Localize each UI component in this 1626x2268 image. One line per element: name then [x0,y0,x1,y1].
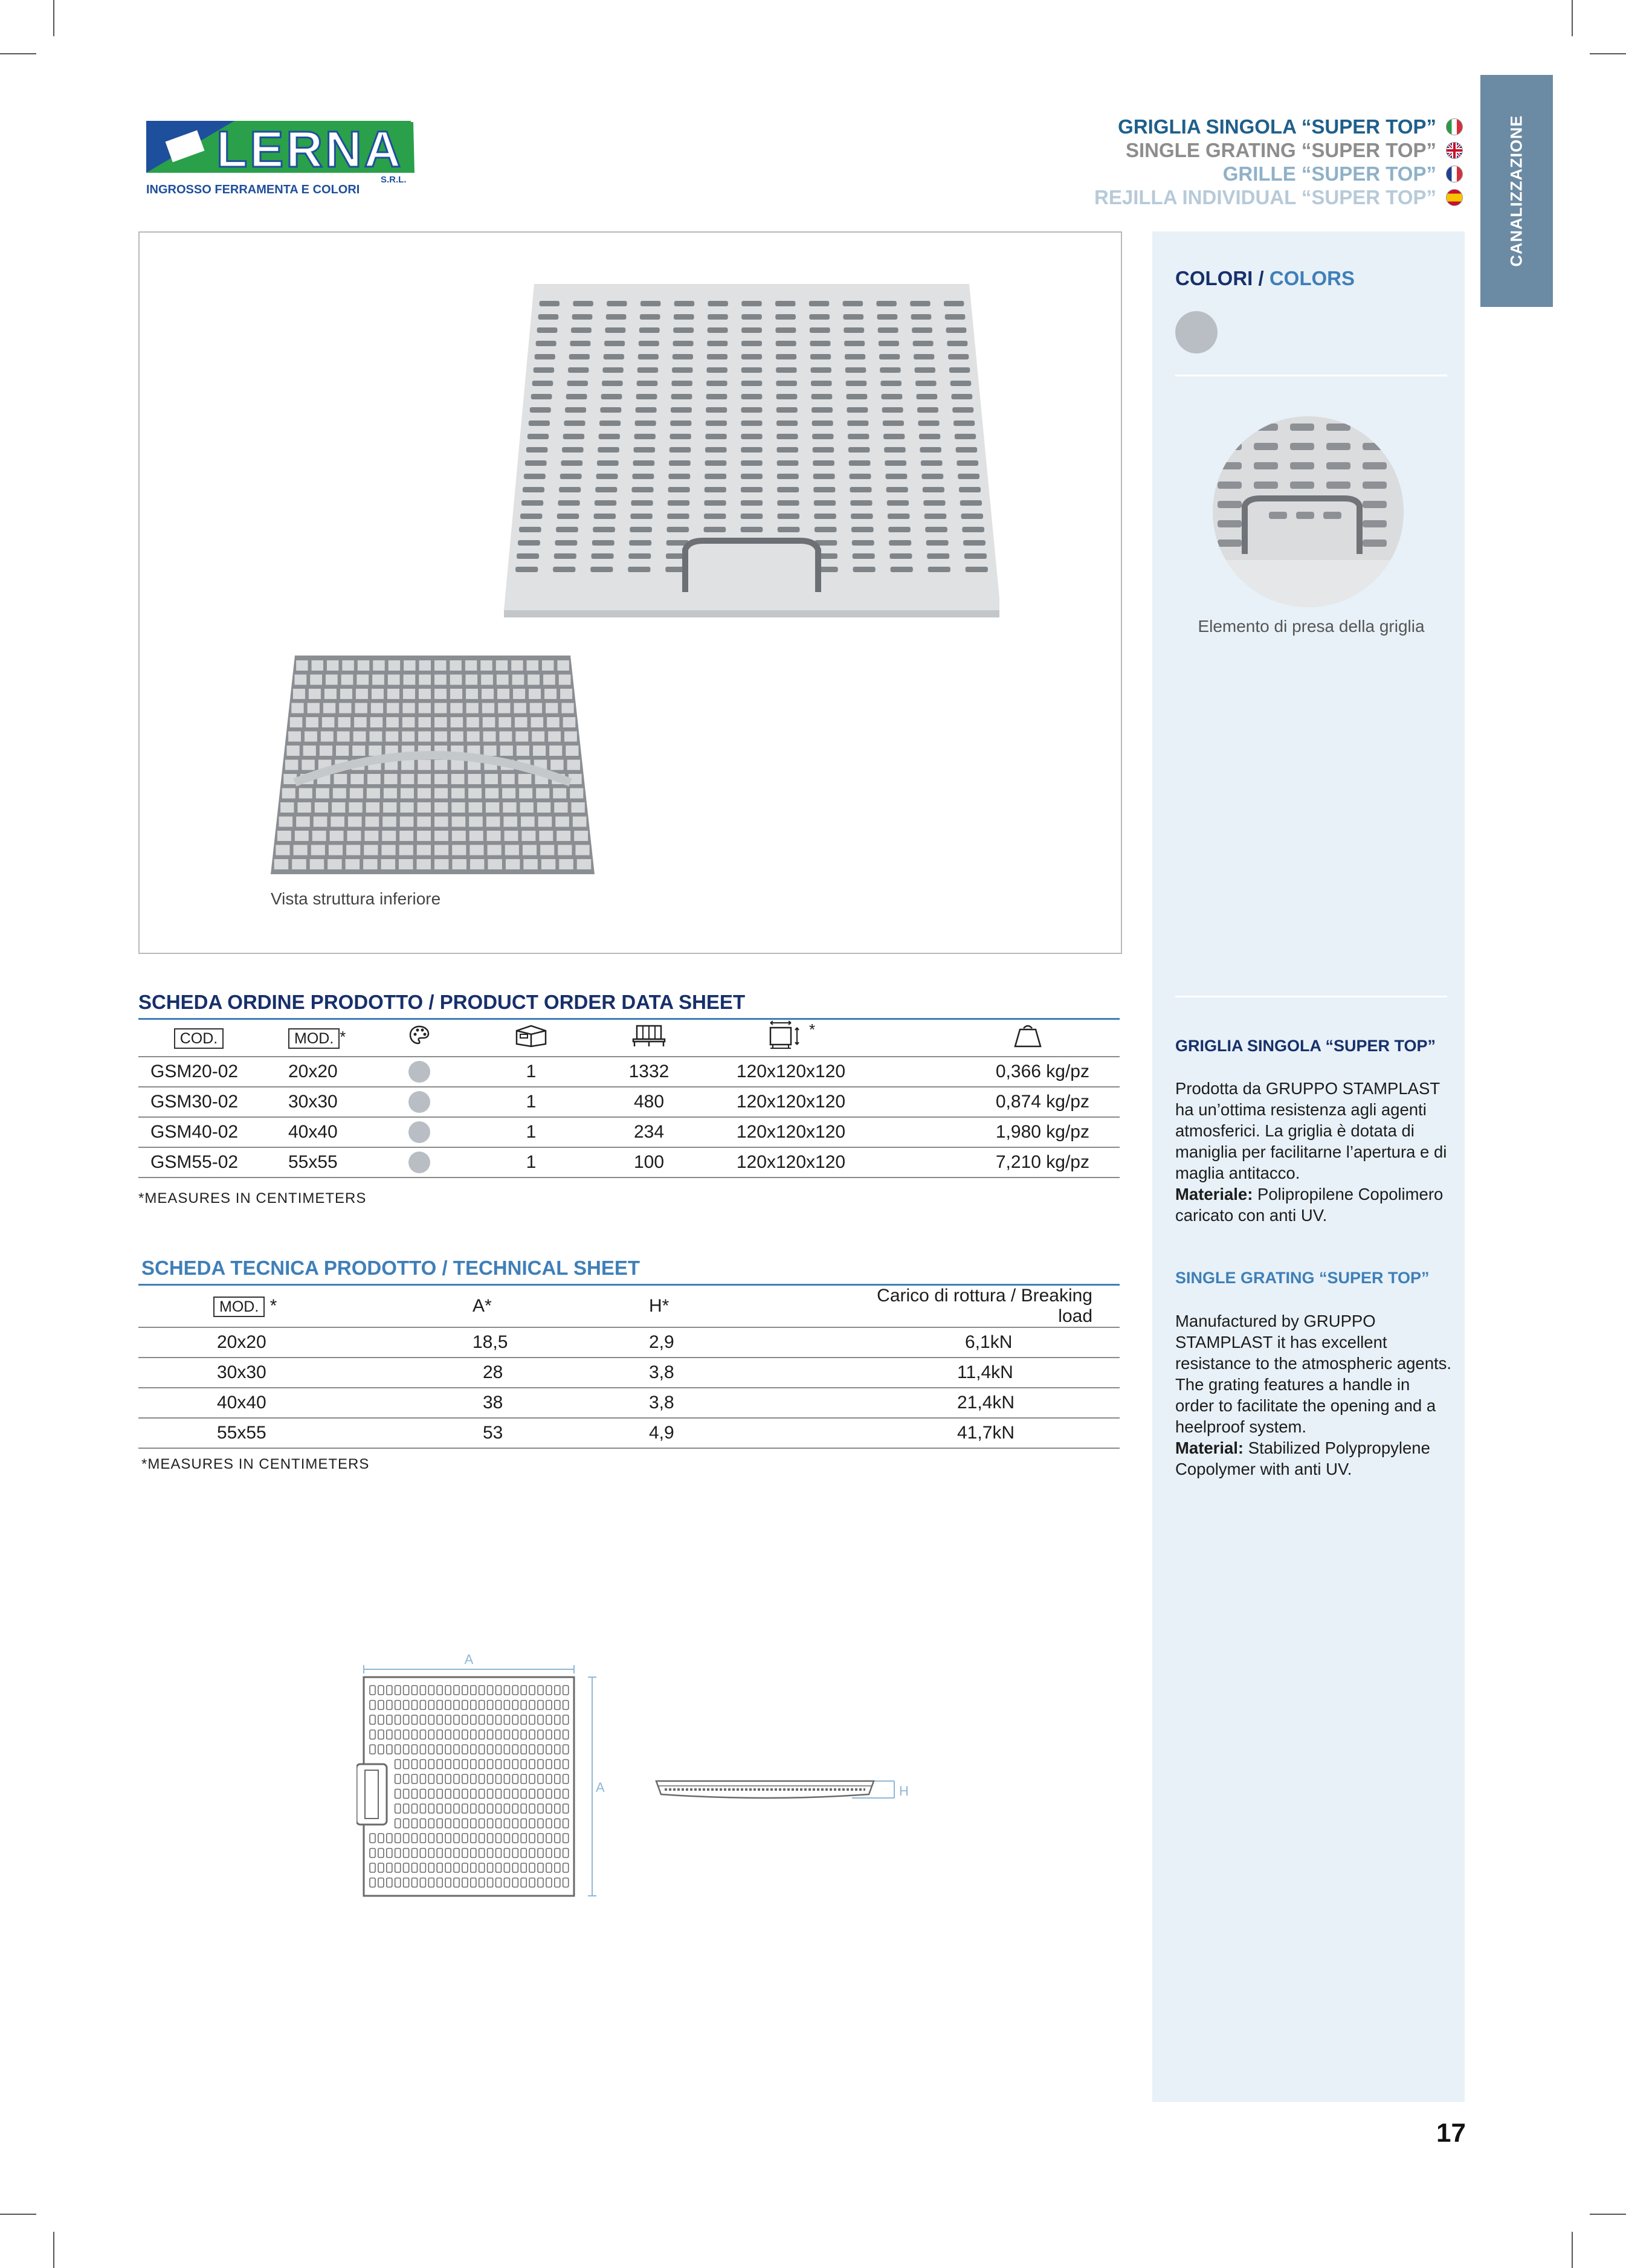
description-text-en: Manufactured by GRUPPO STAMPLAST it has excellent resistance to the atmospheric agents. The grating features a handle in order to facilitate the opening and a heelproof system. Material: Stabilized Polypropylene Copolymer with anti UV. [1175,1312,1452,1478]
table-row: GSM55-02 55x55 1 100 120x120x120 7,210 kg/pz [138,1147,1120,1177]
technical-drawing [356,1649,918,1903]
pallet-icon [632,1032,666,1052]
palette-icon [408,1031,430,1051]
weight-icon [1013,1033,1043,1053]
title-fr: GRILLE “SUPER TOP” [1094,162,1463,185]
crop-mark [53,0,54,36]
title-es: REJILLA INDIVIDUAL “SUPER TOP” [1094,185,1463,209]
color-dot [408,1121,430,1143]
it-flag-icon [1446,118,1463,135]
table-row: GSM20-02 20x20 1 1332 120x120x120 0,366 kg/pz [138,1057,1120,1087]
fr-flag-icon [1446,166,1463,182]
es-flag-icon [1446,189,1463,206]
color-dot [408,1091,430,1113]
logo-tagline: INGROSSO FERRAMENTA E COLORI [146,183,360,196]
color-dot [408,1152,430,1173]
crop-mark [1572,0,1573,36]
technical-table [138,1286,1120,1449]
box-icon [514,1032,548,1052]
mod-label: MOD. [213,1297,265,1317]
crop-mark [0,2214,36,2215]
crop-mark [53,2232,54,2268]
uk-flag-icon [1446,142,1463,159]
grip-caption: Elemento di presa della griglia [1198,617,1425,636]
description-title-it: GRIGLIA SINGOLA “SUPER TOP” [1175,1037,1436,1055]
dimensions-icon [767,1035,809,1055]
colors-title: COLORI / COLORS [1175,267,1355,289]
table-row: 40x40 38 3,8 21,4kN [138,1388,1120,1418]
crop-mark [1572,2232,1573,2268]
table-row: 30x30 28 3,8 11,4kN [138,1358,1120,1388]
description-text-it: Prodotta da GRUPPO STAMPLAST ha un’ottima resistenza agli agenti atmosferici. La griglia è dotata di maniglia per facilitarne l’apertura e di maglia antitacco. Materiale: Polipropilene Copolimero caricato con anti UV. [1175,1079,1447,1225]
table-row: GSM40-02 40x40 1 234 120x120x120 1,980 kg/pz [138,1117,1120,1147]
order-table-header: COD. MOD. * * [138,1020,1120,1057]
svg-text:LERNA: LERNA [216,121,404,178]
divider [1175,375,1447,376]
title-en: SINGLE GRATING “SUPER TOP” [1094,138,1463,162]
underside-caption: Vista struttura inferiore [271,889,441,908]
dim-a-top: A [464,1652,474,1667]
order-sheet-title: SCHEDA ORDINE PRODOTTO / PRODUCT ORDER DATA SHEET [138,991,746,1013]
color-dot [408,1061,430,1083]
technical-sheet-title: SCHEDA TECNICA PRODOTTO / TECHNICAL SHEET [141,1257,640,1279]
crop-mark [1590,2214,1626,2215]
cod-label: COD. [174,1028,224,1049]
page-number: 17 [1436,2118,1466,2148]
order-sheet-note: *MEASURES IN CENTIMETERS [138,1190,367,1206]
mod-label: MOD. [288,1028,340,1049]
product-titles [1094,115,1463,209]
color-swatch-grey [1175,311,1218,353]
title-it: GRIGLIA SINGOLA “SUPER TOP” [1094,115,1463,138]
crop-mark [0,53,36,54]
divider [1175,996,1447,997]
section-tab: CANALIZZAZIONE [1480,75,1553,307]
technical-table-header: MOD. * A* H* Carico di rottura / Breaking load [138,1286,1120,1327]
grating-top-image [504,284,999,617]
grating-underside-image [271,656,595,879]
table-row: 55x55 53 4,9 41,7kN [138,1418,1120,1448]
dim-a-side: A [596,1780,605,1795]
crop-mark [1590,53,1626,54]
table-row: GSM30-02 30x30 1 480 120x120x120 0,874 kg/pz [138,1087,1120,1117]
table-row: 20x20 18,5 2,9 6,1kN [138,1327,1120,1358]
dim-h: H [899,1783,909,1799]
company-logo [144,118,422,197]
logo-suffix: S.R.L. [381,175,407,185]
technical-sheet-note: *MEASURES IN CENTIMETERS [141,1456,370,1472]
order-table [138,1020,1120,1178]
grip-detail-image [1211,415,1405,608]
description-title-en: SINGLE GRATING “SUPER TOP” [1175,1269,1430,1287]
